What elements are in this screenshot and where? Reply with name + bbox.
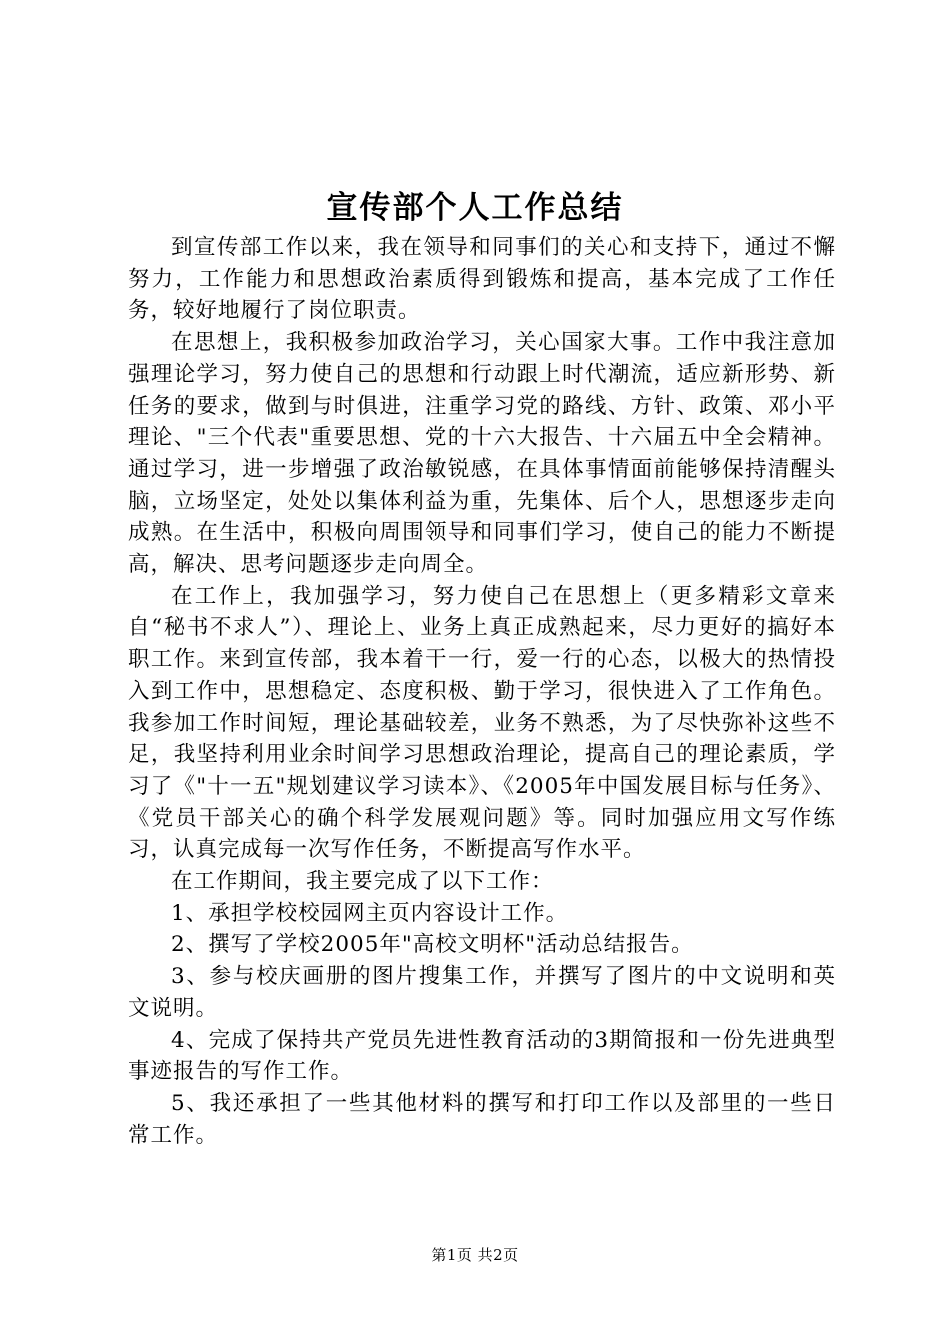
list-item: 4、完成了保持共产党员先进性教育活动的3期简报和一份先进典型事迹报告的写作工作。 [128,1027,836,1085]
list-item: 3、参与校庆画册的图片搜集工作，并撰写了图片的中文说明和英文说明。 [128,964,836,1021]
list-item: 5、我还承担了一些其他材料的撰写和打印工作以及部里的一些日常工作。 [128,1090,836,1148]
paragraph-work: 在工作上，我加强学习，努力使自己在思想上（更多精彩文章来自“秘书不求人”）、理论上、业务上真正成熟起来，尽力更好的搞好本职工作。来到宣传部，我本着干一行，爱一行的心态，以极大的热情投入到工作中，思想稳定、态度积极、勤于学习，很快进入了工作角色。我参加工作时间短，理论基础较差，业务不熟悉，为了尽快弥补这些不足，我坚持利用业余时间学习思想政治理论，提高自己的理论素质，学习了《"十一五"规划建议学习读本》、《2005年中国发展目标与任务》、《党员干部关心的确个科学发展观问题》等。同时加强应用文写作练习，认真完成每一次写作任务，不断提高写作水平。 [128,583,836,863]
list-item: 1、承担学校校园网主页内容设计工作。 [171,900,569,926]
page-number-footer: 第1页 共2页 [431,1246,519,1264]
paragraph-work-summary: 在工作期间，我主要完成了以下工作： [171,869,554,895]
paragraph-intro: 到宣传部工作以来，我在领导和同事们的关心和支持下，通过不懈努力，工作能力和思想政治素质得到锻炼和提高，基本完成了工作任务，较好地履行了岗位职责。 [128,235,836,324]
document-body [128,232,836,1151]
document-title: 宣传部个人工作总结 [326,190,624,226]
list-item: 2、撰写了学校2005年"高校文明杯"活动总结报告。 [171,932,694,958]
paragraph-ideology: 在思想上，我积极参加政治学习，关心国家大事。工作中我注意加强理论学习，努力使自己的思想和行动跟上时代潮流，适应新形势、新任务的要求，做到与时俱进，注重学习党的路线、方针、政策、邓小平理论、"三个代表"重要思想、党的十六大报告、十六届五中全会精神。通过学习，进一步增强了政治敏锐感，在具体事情面前能够保持清醒头脑，立场坚定，处处以集体利益为重，先集体、后个人，思想逐步走向成熟。在生活中，积极向周围领导和同事们学习，使自己的能力不断提高，解决、思考问题逐步走向周全。 [128,330,836,578]
